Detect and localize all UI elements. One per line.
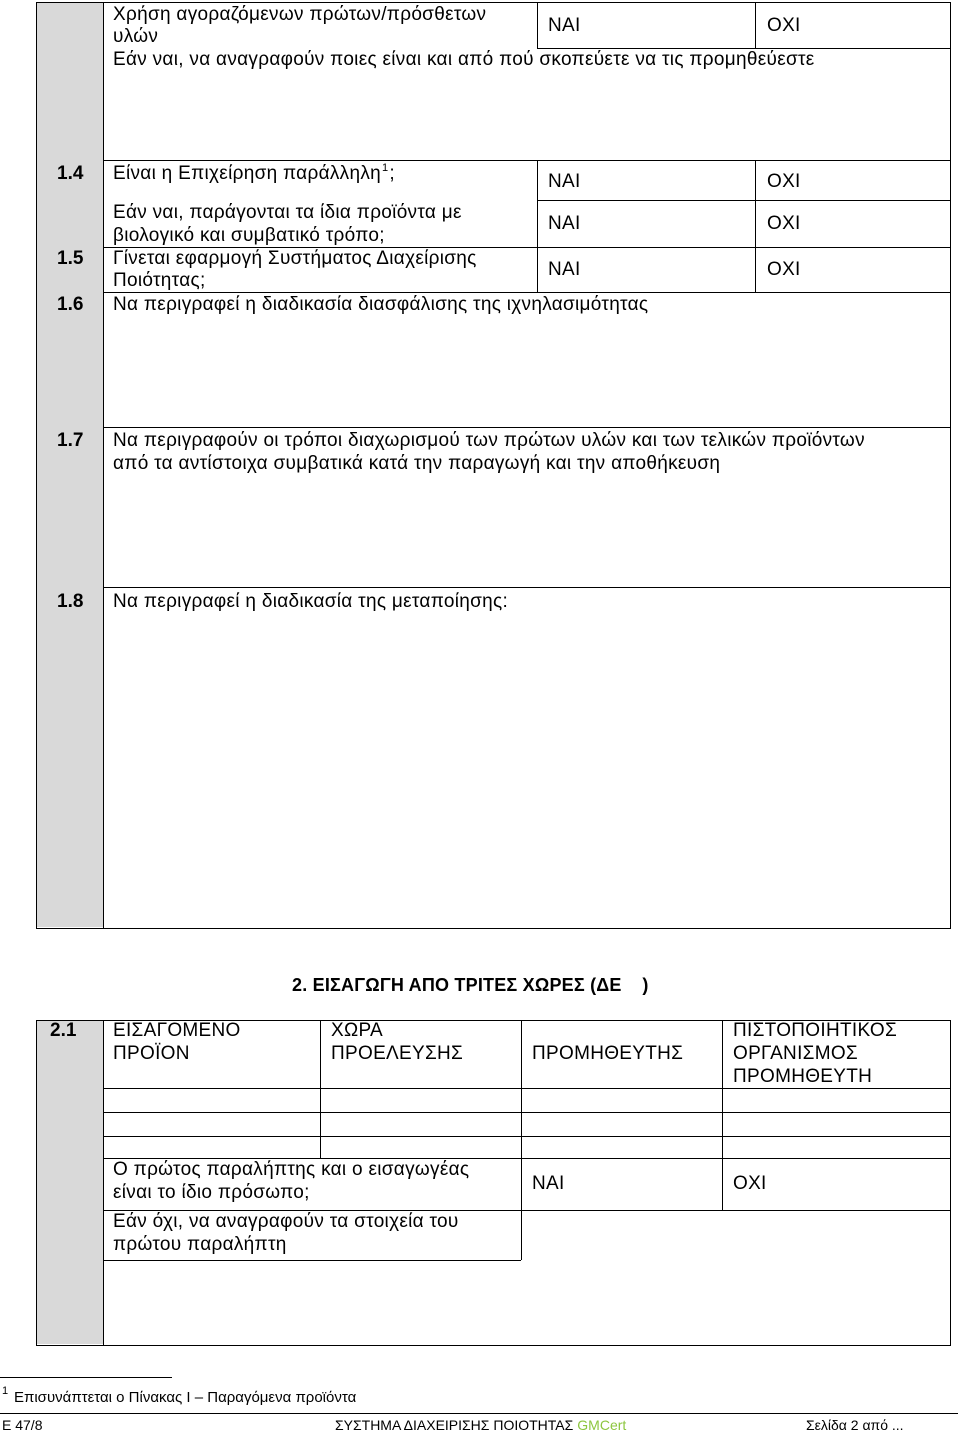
section2-number: 2.1 xyxy=(50,1020,77,1041)
same-person-question-line-1: Ο πρώτος παραλήπτης και ο εισαγωγέας xyxy=(113,1159,470,1180)
data-row-border xyxy=(103,1136,950,1137)
same-person-no-option: ΟΧΙ xyxy=(733,1173,767,1194)
q1-4-yes-cell-border xyxy=(537,160,538,292)
column-header-supplier: ΠΡΟΜΗΘΕΥΤΗΣ xyxy=(532,1043,684,1064)
footnote-reference: 1 xyxy=(382,162,389,174)
column-header-country: ΧΩΡΑ xyxy=(331,1020,384,1041)
section2-number-column-border xyxy=(103,1020,104,1345)
materials-yes-cell-border xyxy=(537,2,538,48)
same-person-question-line-2: είναι το ίδιο πρόσωπο; xyxy=(113,1182,310,1203)
section2-title: 2. ΕΙΣΑΓΩΓΗ ΑΠΟ ΤΡΙΤΕΣ ΧΩΡΕΣ (ΔΕ ) xyxy=(292,975,649,995)
materials-yes-option: ΝΑΙ xyxy=(548,15,581,36)
question-1-4-label: Είναι η Επιχείρηση παράλληλη xyxy=(113,163,381,184)
column-header-product: ΠΡΟΪΟΝ xyxy=(113,1043,190,1064)
question-number-1-4: 1.4 xyxy=(57,163,84,184)
footnote-separator xyxy=(0,1377,172,1378)
column-border-country xyxy=(320,1020,321,1158)
column-header-certifier: ΠΡΟΜΗΘΕΥΤΗ xyxy=(733,1066,873,1087)
section1-number-column xyxy=(37,3,103,927)
footnote-text: Επισυνάπτεται ο Πίνακας Ι – Παραγόμενα προϊόντα xyxy=(14,1389,357,1406)
first-recipient-line-2: πρώτου παραλήπτη xyxy=(113,1234,287,1255)
column-border-supplier xyxy=(521,1020,522,1260)
q1-4-followup-line-1: Εάν ναι, παράγονται τα ίδια προϊόντα με xyxy=(113,202,462,223)
document-code: Ε 47/8 xyxy=(2,1417,43,1433)
data-row-border xyxy=(103,1112,950,1113)
header-row-border xyxy=(103,1088,950,1089)
row-border-1-7 xyxy=(103,427,950,428)
row-border-1-6 xyxy=(103,292,950,293)
q1-4-yes-option: ΝΑΙ xyxy=(548,171,581,192)
first-recipient-row-border xyxy=(103,1260,521,1261)
same-person-yes-option: ΝΑΙ xyxy=(532,1173,565,1194)
materials-label-line-1: Χρήση αγοραζόμενων πρώτων/πρόσθετων xyxy=(113,4,487,25)
materials-followup-text: Εάν ναι, να αναγραφούν ποιες είναι και από πού σκοπεύετε να τις προμηθεύεστε xyxy=(113,49,815,70)
question-1-7-line-1: Να περιγραφούν οι τρόποι διαχωρισμού των πρώτων υλών και των τελικών προϊόντων xyxy=(113,430,865,451)
question-1-4-punctuation: ; xyxy=(389,163,396,184)
question-1-5-line-1: Γίνεται εφαρμογή Συστήματος Διαχείρισης xyxy=(113,248,477,269)
q1-4-no-cell-border xyxy=(755,160,756,292)
column-header-country: ΠΡΟΕΛΕΥΣΗΣ xyxy=(331,1043,464,1064)
question-number-1-6: 1.6 xyxy=(57,294,84,315)
row-border-1-8 xyxy=(103,587,950,588)
materials-no-option: ΟΧΙ xyxy=(767,15,801,36)
question-number-1-5: 1.5 xyxy=(57,248,84,269)
column-header-certifier: ΠΙΣΤΟΠΟΙΗΤΙΚΟΣ xyxy=(733,1020,897,1041)
question-number-1-7: 1.7 xyxy=(57,430,84,451)
first-recipient-line-1: Εάν όχι, να αναγραφούν τα στοιχεία του xyxy=(113,1211,459,1232)
footnote-number: 1 xyxy=(2,1385,9,1397)
q1-5-no-option: ΟΧΙ xyxy=(767,259,801,280)
q1-5-yes-option: ΝΑΙ xyxy=(548,259,581,280)
question-1-5-line-2: Ποιότητας; xyxy=(113,270,206,291)
column-border-certifier xyxy=(722,1020,723,1210)
materials-label-line-2: υλών xyxy=(113,26,159,47)
brand-name: GMCert xyxy=(577,1417,627,1433)
system-name: ΣΥΣΤΗΜΑ ΔΙΑΧΕΙΡΙΣΗΣ ΠΟΙΟΤΗΤΑΣ xyxy=(335,1417,574,1433)
column-header-product: ΕΙΣΑΓΟΜΕΝΟ xyxy=(113,1020,241,1041)
section2-number-column xyxy=(37,1021,103,1344)
column-header-certifier: ΟΡΓΑΝΙΣΜΟΣ xyxy=(733,1043,858,1064)
q1-4-no-option: ΟΧΙ xyxy=(767,171,801,192)
footer-system-title xyxy=(335,1417,626,1434)
question-1-7-line-2: από τα αντίστοιχα συμβατικά κατά την παραγωγή και την αποθήκευση xyxy=(113,453,721,474)
question-1-8-text: Να περιγραφεί η διαδικασία της μεταποίησης: xyxy=(113,591,509,612)
page-number: Σελίδα 2 από ... xyxy=(806,1417,904,1433)
question-number-1-8: 1.8 xyxy=(57,591,84,612)
footer-rule xyxy=(0,1413,958,1414)
q1-4-followup-line-2: βιολογικό και συμβατικό τρόπο; xyxy=(113,225,385,246)
row-border-1-4 xyxy=(103,160,950,161)
question-1-6-text: Να περιγραφεί η διαδικασία διασφάλισης της ιχνηλασιμότητας xyxy=(113,294,649,315)
q1-4-followup-no-option: ΟΧΙ xyxy=(767,213,801,234)
q1-4-answer-row-border xyxy=(537,200,950,201)
materials-no-cell-border xyxy=(755,2,756,48)
q1-4-followup-yes-option: ΝΑΙ xyxy=(548,213,581,234)
question-1-4-text xyxy=(113,163,395,187)
section1-number-column-border xyxy=(103,2,104,928)
